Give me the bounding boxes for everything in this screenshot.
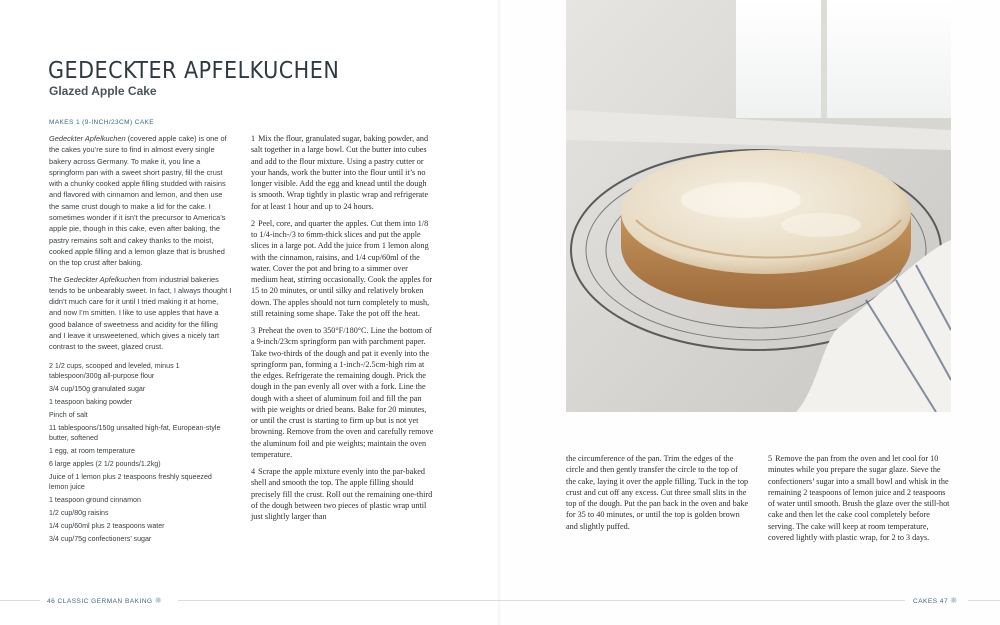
intro-text-span: from industrial bakeries tends to be unbearably sweet. In fact, I always thought I didn’t much care for it until I tried making it at home, and now I’m smitten. I like to use apples that have a good balance of sweetness and acidity for the filling and I leave it unsweetened, which gives a nicely tart contrast to the sweet, glazed crust. [49,274,232,352]
method-column-3 [768,453,951,549]
method-step [251,466,434,522]
ingredient-item: 3/4 cup/75g confectioners’ sugar [49,534,152,543]
method-step [251,133,434,212]
footer-left [47,596,162,605]
intro-italic-term: Gedeckter Apfelkuchen [49,134,126,143]
step-number: 3 [251,326,256,335]
ingredient-item: 1/2 cup/80g raisins [49,508,109,517]
intro-paragraph [49,274,232,353]
intro-italic-term: Gedeckter Apfelkuchen [63,274,141,284]
step-text: Peel, core, and quarter the apples. Cut them into 1/8 to 1/4-inch-/3 to 6mm-thick slices and put the apple slices in a large pot. Add the juice from 1 lemon along with the cinnamon, raisins, and 1/4 cup/60ml of the water. Cover the pot and bring to a simmer over medium heat, stirring occasionally. Cook the apples for 15 to 20 minutes, or until silky and relatively broken down. The apples should not turn completely to mush, still retaining some shape. Take the pot off the heat. [251,218,433,318]
ingredient-item: Pinch of salt [49,410,88,419]
method-step [566,453,749,532]
step-text: Remove the pan from the oven and let cool for 10 minutes while you prepare the sugar glaze. Sieve the confectioners’ sugar into a small bowl and whisk in the remaining 2 teaspoons of lemon juice and 2 teaspoons of water until smooth. Brush the glaze over the still-hot cake and then let the cake cool completely before serving. The cake will keep at room temperature, covered lightly with plastic wrap, for 2 to 3 days. [768,454,950,542]
intro-lead-span: The [49,274,64,284]
ingredient-item: 3/4 cup/150g granulated sugar [49,385,146,394]
step-text: Mix the flour, granulated sugar, baking powder, and salt together in a large bowl. Cut the butter into cubes and add to the flour mixture. Using a pastry cutter or your hands, work the butter into the flour until it’s no longer visible. Add the egg and knead until the dough is smooth. Wrap tightly in plastic wrap and refrigerate for at least 1 hour and up to 24 hours. [251,134,429,211]
footer-rule-right-2 [968,600,1000,601]
cake-photo-illustration [566,0,951,412]
ingredient-item: 11 tablespoons/150g unsalted high-fat, European-style butter, softened [49,423,221,443]
method-column-2 [566,453,749,538]
footer-rule-right [500,600,905,601]
method-step [251,325,434,460]
intro-paragraph [49,133,232,269]
step-text: Scrape the apple mixture evenly into the par-baked shell and smooth the top. The apple filling should precisely fill the crust. Roll out the remaining one-third of the dough between two pieces of plastic wrap until just slightly larger than [251,467,433,521]
method-column-1 [251,133,434,528]
running-head-right: CAKES [913,598,938,605]
running-head-left: CLASSIC GERMAN BAKING [57,598,153,605]
step-text: the circumference of the pan. Trim the edges of the circle and then gently transfer the circle to the top of the cake, laying it over the apple filling. Tuck in the top crust and cut off any excess. Cut three small slits in the top of the dough. Put the pan back in the oven and bake for 35 to 40 minutes, or until the top is golden brown and slightly puffed. [566,454,749,531]
book-gutter [498,0,502,625]
footer-rule-left [0,600,40,601]
method-step [768,453,951,543]
ingredient-item: 1/4 cup/60ml plus 2 teaspoons water [49,521,165,530]
ornament-icon: ❋ [950,596,958,605]
step-number: 4 [251,467,256,476]
footer-right [913,596,958,605]
recipe-yield: MAKES 1 (9-INCH/23CM) CAKE [49,119,155,126]
step-text: Preheat the oven to 350°F/180°C. Line the bottom of a 9-inch/23cm springform pan with parchment paper. Take two-thirds of the dough and pat it evenly into the springform pan, forming a 1-inch-/2.5cm-high rim at the edges. Refrigerate the remaining dough. Prick the dough in the pan evenly all over with a fork. Line the dough with a sheet of aluminum foil and fill the pan with pie weights or dried beans. Bake for 20 minutes, or until the crust is starting to firm up but is not yet browning. Remove from the oven and carefully remove the aluminum foil and pie weights; maintain the oven temperature. [251,326,434,459]
intro-text [49,133,232,358]
footer-rule-left-2 [178,600,500,601]
page-number-right: 47 [939,598,949,605]
ingredient-item: 1 teaspoon ground cinnamon [49,496,141,505]
ingredient-item: 1 egg, at room temperature [49,447,135,456]
ornament-icon: ❋ [154,596,163,605]
ingredient-list [49,361,232,547]
method-step [251,218,434,319]
ingredient-item: Juice of 1 lemon plus 2 teaspoons freshly squeezed lemon juice [49,472,212,492]
recipe-subtitle: Glazed Apple Cake [49,84,157,98]
ingredient-item: 6 large apples (2 1/2 pounds/1.2kg) [49,459,161,468]
step-number: 1 [251,134,256,143]
intro-text-span: (covered apple cake) is one of the cakes you’re sure to find in almost every single bakery across Germany. To make it, you line a springform pan with a sweet short pastry, fill the crust with a chunky cooked apple filling studded with raisins and flavored with cinnamon and lemon, and then use the same crust dough to make a lid for the cake. I sometimes wonder if it isn’t the precursor to America’s apple pie, though in this cake, even after baking, the pastry remains soft and cakey thanks to the moist, cooked apple filling and a lemon glaze that is brushed on the top crust after baking. [49,134,227,268]
ingredient-item: 2 1/2 cups, scooped and leveled, minus 1 tablespoon/300g all-purpose flour [49,362,180,381]
recipe-title: GEDECKTER APFELKUCHEN [48,58,340,84]
step-number: 5 [768,454,773,463]
step-number: 2 [251,218,256,228]
page-number-left: 46 [47,598,56,605]
ingredient-item: 1 teaspoon baking powder [49,398,133,407]
cake-photo [566,0,951,412]
